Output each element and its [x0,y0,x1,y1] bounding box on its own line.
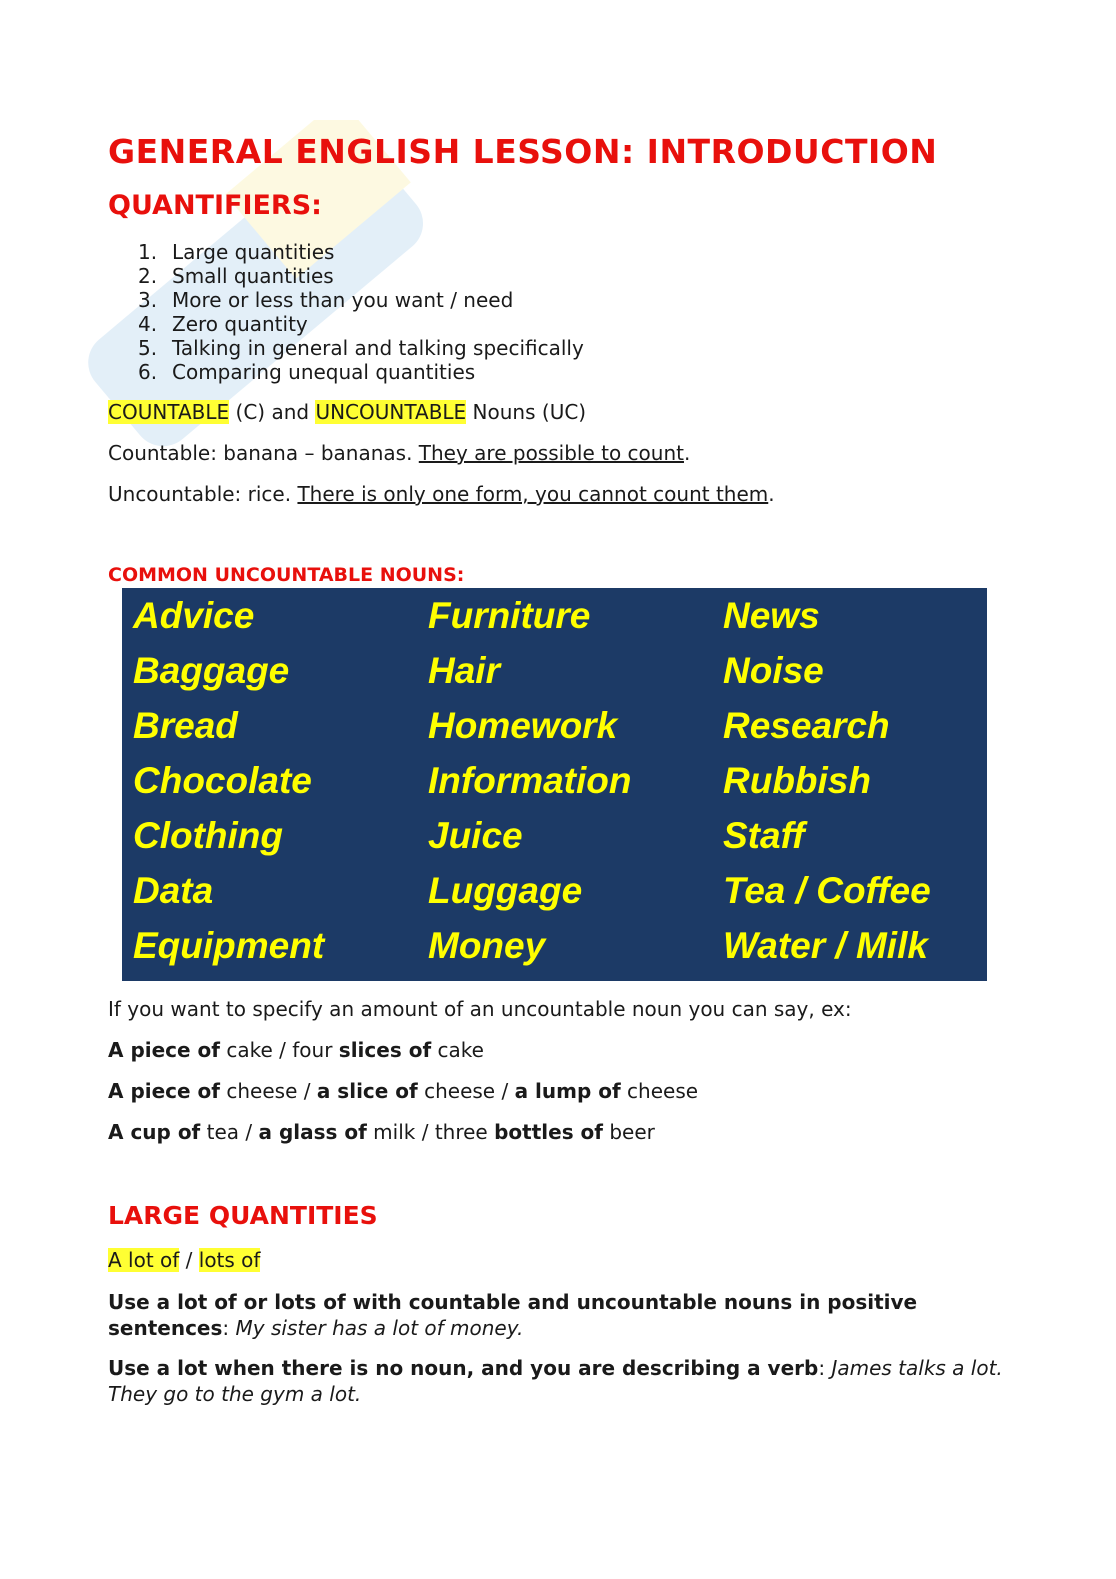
word-item: News [723,595,820,636]
uncountable-example: Uncountable: rice. There is only one form, you cannot count them. [108,482,775,506]
word-item: Juice [428,815,523,856]
list-item: 1. Large quantities [138,240,335,264]
list-item: 3. More or less than you want / need [138,288,514,312]
uncountable-highlight: UNCOUNTABLE [315,400,467,424]
countable-uncountable-line: COUNTABLE (C) and UNCOUNTABLE Nouns (UC) [108,400,587,424]
word-item: Bread [133,705,238,746]
list-item: 5. Talking in general and talking specifically [138,336,584,360]
word-item: Information [428,760,632,801]
list-item: 4. Zero quantity [138,312,308,336]
list-item: 6. Comparing unequal quantities [138,360,476,384]
word-item: Research [723,705,890,746]
word-item: Tea / Coffee [723,870,931,911]
countable-example: Countable: banana – bananas. They are possible to count. [108,441,691,465]
large-quantities-heading: LARGE QUANTITIES [108,1201,378,1230]
countable-highlight: COUNTABLE [108,400,230,424]
list-item: 2. Small quantities [138,264,334,288]
common-uncountable-heading: COMMON UNCOUNTABLE NOUNS: [108,564,465,586]
word-item: Advice [133,595,255,636]
uncountable-nouns-box [122,588,987,981]
page-title: GENERAL ENGLISH LESSON: INTRODUCTION [108,132,938,171]
quantifiers-heading: QUANTIFIERS: [108,190,322,221]
word-item: Furniture [428,595,591,636]
word-item: Luggage [428,870,583,911]
specify-example-3: A cup of tea / a glass of milk / three bottles of beer [108,1120,655,1144]
word-item: Chocolate [133,760,312,801]
word-item: Money [428,925,546,966]
word-item: Rubbish [723,760,871,801]
word-item: Equipment [133,925,325,966]
quantifiers-list [138,240,584,384]
specify-example-1: A piece of cake / four slices of cake [108,1038,484,1062]
word-item: Noise [723,650,824,691]
word-item: Homework [428,705,618,746]
word-item: Staff [723,815,805,856]
word-item: Water / Milk [723,925,928,966]
word-item: Data [133,870,214,911]
word-item: Hair [428,650,500,691]
specify-intro: If you want to specify an amount of an uncountable noun you can say, ex: [108,997,852,1021]
a-lot-of-line: A lot of / lots of [108,1248,261,1272]
word-item: Baggage [133,650,290,691]
rule-1: Use a lot of or lots of with countable and uncountable nouns in positive sentences: My sister has a lot of money. [108,1290,918,1340]
rule-2: Use a lot when there is no noun, and you are describing a verb: James talks a lot. They go to the gym a lot. [108,1356,1003,1406]
word-item: Clothing [133,815,284,856]
specify-example-2: A piece of cheese / a slice of cheese / a lump of cheese [108,1079,699,1103]
